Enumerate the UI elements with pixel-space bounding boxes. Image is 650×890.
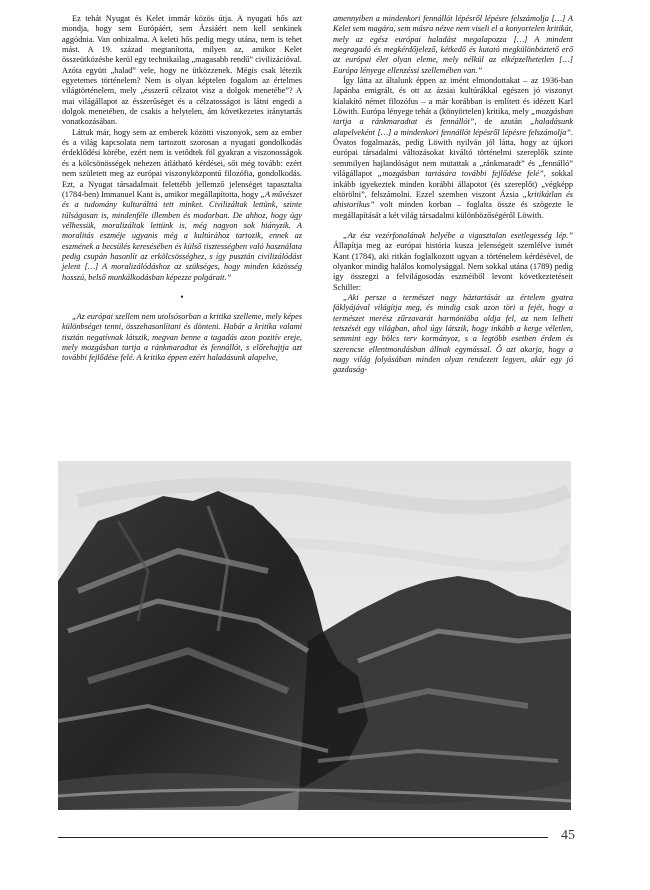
page-number: 45 <box>561 828 575 843</box>
paragraph-text: Láttuk már, hogy sem az emberek közötti viszonyok, sem az ember és a világ kapcsolata nem tartozott szorosan a nyugati gondolkodás érdeklődési körébe, ezért nem is vetődtek föl gyakran a viszonosságok és a kölcsönösségek nehezen átlátható kérdései, sőt még tovább: ezért nem született meg az európai viszonyközpontú filozófia, gondolkodás. Ezt, a Nyugat társadalmait felettébb jellemző jelenséget tapasztalta (1784-ben) Immanuel Kant is, amikor megállapította, hogy <box>62 127 302 199</box>
inline-quote: „mozgásban tartja a ránkmaradtat és fennállót” <box>333 107 573 127</box>
lowith-quote-continued: amennyiben a mindenkori fennállót lépésről lépésre felszámolja […] A Kelet sem magára, sem másra nézve nem viseli el a konyortelen kritikát, mely az egész európai haladást megalapozza […] A mindent megragadó és megkérdőjelező, kétkedő és kutató megkülönböztető erő az európai élet olyan eleme, mely nélkül az elképzelhetetlen […] Európa lényege ellenzéssi szellemében van.” <box>333 14 573 75</box>
paragraph-text: Állapítja meg az európai história kusza jelenségeit szemlélve ismét Kant (1784), aki ritkán foglalkozott ugyan a történelem kérdésével, de olyankor mindig halálos komolysággal. Nem sokkal utána (1789) pedig így összegzi a felvilágosodás eszméiből levont következtetéseit Schiller: <box>333 241 573 292</box>
charcoal-rock-drawing <box>58 461 571 810</box>
text-column-left <box>62 14 302 364</box>
paragraph <box>62 128 302 283</box>
paragraph <box>333 231 573 293</box>
paragraph-text: . Óvatos fogalmazás, pedig Löwith nyilván jól látta, hogy az újkori európai társadalmi változásokat kiváltó történelmi szereplők szinte semmilyen hajlandóságot nem mutattak a „ránkmaradt” és „fennálló” világállapot <box>333 127 573 179</box>
text-column-right <box>333 14 573 376</box>
paragraph-text: , sokkal inkább igyekeztek minden korábbi állapotot (és szereplőt) „végképp eltörölni”, felszámolni. Ezzel szemben viszont Ázsia <box>333 169 574 199</box>
section-separator: • <box>180 291 184 302</box>
inline-quote: „kritikátlan és ahistorikus” <box>333 189 573 210</box>
kant-quote: „Az ész vezérfonalának helyébe a vigasztalan esetlegesség lép.” <box>343 230 573 240</box>
paragraph: Ez tehát Nyugat és Kelet immár közös útja. A nyugati hős azt mondja, hogy sem Európáért, sem Ázsiáért nem kell senkinek aggódnia. Van onbizalma. A keleti hős pedig megy utána, nem is tehet mást. A 19. század megtanította, milyen az, amikor Kelet összeütközésbe kerül egy technikailag „magasabb rendű” civilizációval. Azóta együtt „halad” vele, hogy ne ütközzenek. Mégis csak létezik egyetemes történelem? Nem is olyan képtelen fogalom az értelmes világtörténelem, mely „ésszerű célzatot visz a dolgok menetébe”? A mai világállapot az ésszerűséget és a célzatosságot is látni engedi a dolgok menetében, de csakis a helytelen, ám következetes iránytartás vonatkozásában. <box>62 14 302 127</box>
kant-quote: „A művészet és a tudomány kulturálttá tett minket. Civilizáltak lettünk, szinte túlságosan is, mindenféle illemben és modorban. De ahhoz, hogy úgy vélhessük, moralizáltak lettünk is, még nagyon sok hiányzik. A moralitás eszméje ugyanis még a kultúrához tartozik, ennek az eszmének a becsülés keresésében és külső tisztességben való használata pedig csupán hasonlít az erkölcsösséghez, s így pusztán civilizálódást jelent […] A moralizálódáshoz az szükséges, hogy minden közösség hosszú, belső munkálkodásban képezze polgárait.” <box>62 189 303 282</box>
rock-drawing-illustration <box>58 461 571 810</box>
inline-quote: „mozgásban tartására további fejlődése felé” <box>377 169 544 179</box>
paragraph-text: volt minden korban – foglalta össze és szögezte le megállapítását a két világ társadalmi különbözőségéről Löwith. <box>333 200 573 220</box>
paragraph <box>333 76 573 221</box>
lowith-quote: „Az európai szellem nem utolsósorban a kritika szelleme, mely képes különbséget tenni, összehasonlítani és dönteni. Habár a kritika valami tisztán negatívnak látszik, megvan benne a tagadás azon pozitív ereje, mely mozgásban tartja a ránkmaradtat és fennállót, s előrehajtja azt további fejlődése felé. A kritika éppen ezért haladásunk alapelve, <box>62 311 302 363</box>
paragraph-text: , de azután <box>474 117 531 127</box>
inline-quote: „haladásunk alapelveként […] a mindenkori fennállót lépésről lépésre felszámolja” <box>333 117 574 137</box>
paragraph-text: Így látta az általunk éppen az imént elmondottakat – az 1936-ban Japánba emigrált, és ott az ázsiai kultúrákkal egészen jó viszonyt kialakító német filozófus – a már korábban is említett és idézett Karl Löwith. Európa lényege tehát a (könyörtelen) kritika, mely <box>333 76 573 117</box>
schiller-quote: „Aki persze a természet nagy háztartását az értelem gyatra fáklyájával világítja meg, és mindig csak azon töri a fejét, hogy a természet merész zűrzavarát harmóniába oldja fel, az nem lelheti tetszését egy világban, ahol úgy látszik, hogy inkább a kerge véletlen, semmint egy bölcs terv kormányoz, s a legtöbb esetben érdem és szerencse ellentmondásban állnak egymással. Ő azt akarja, hogy a nagy világ folyásában minden olyan rendezett legyen, akár egy jó gazdaság- <box>333 292 573 375</box>
footer-rule <box>58 837 548 838</box>
